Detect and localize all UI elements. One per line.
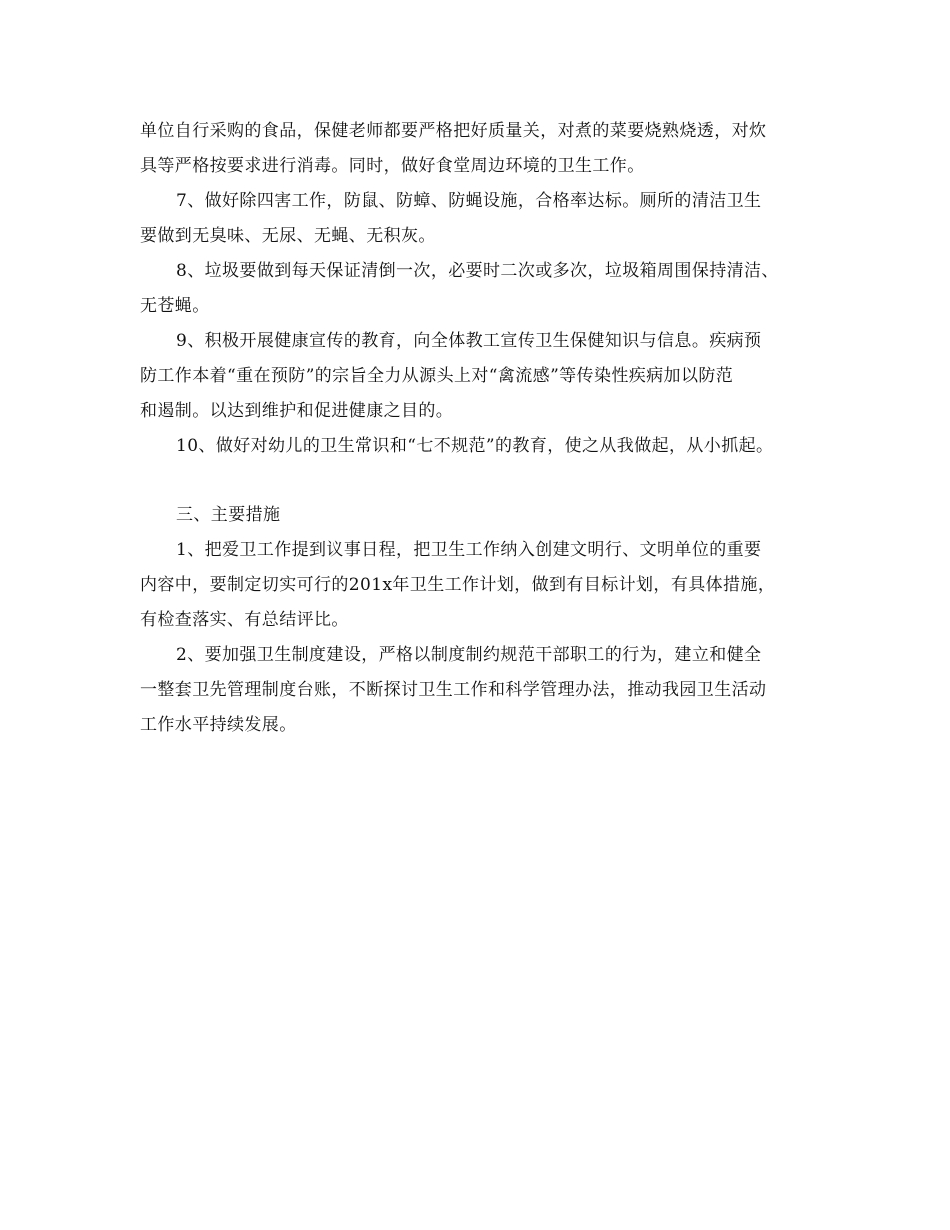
text-line: 2、要加强卫生制度建设，严格以制度制约规范干部职工的行为，建立和健全	[176, 645, 762, 665]
text-line: 有检查落实、有总结评比。	[140, 610, 349, 630]
paragraph-continued	[140, 114, 830, 184]
paragraph-item-7	[140, 184, 830, 254]
text-line: 内容中，要制定切实可行的201x年卫生工作计划，做到有目标计划，有具体措施，	[140, 575, 776, 595]
section-heading: 三、主要措施	[176, 505, 281, 525]
text-line: 单位自行采购的食品，保健老师都要严格把好质量关，对煮的菜要烧熟烧透，对炊	[140, 121, 767, 141]
paragraph-item-10	[140, 429, 830, 464]
text-line: 和遏制。以达到维护和促进健康之目的。	[140, 401, 454, 421]
document-body	[140, 114, 830, 743]
paragraph-item-9	[140, 324, 830, 429]
measure-item-1	[140, 533, 830, 638]
paragraph-item-8	[140, 254, 830, 324]
text-line: 1、把爱卫工作提到议事日程，把卫生工作纳入创建文明行、文明单位的重要	[176, 540, 762, 560]
measure-item-2	[140, 638, 830, 743]
text-line: 7、做好除四害工作，防鼠、防蟑、防蝇设施，合格率达标。厕所的清洁卫生	[176, 191, 762, 211]
blank-line	[140, 464, 830, 498]
text-line: 10、做好对幼儿的卫生常识和“七不规范”的教育，使之从我做起，从小抓起。	[176, 436, 774, 456]
text-line: 工作水平持续发展。	[140, 715, 297, 735]
text-line: 防工作本着“重在预防”的宗旨全力从源头上对“禽流感”等传染性疾病加以防范	[140, 366, 734, 386]
text-line: 要做到无臭味、无尿、无蝇、无积灰。	[140, 226, 436, 246]
text-line: 无苍蝇。	[140, 296, 210, 316]
text-line: 8、垃圾要做到每天保证清倒一次，必要时二次或多次，垃圾箱周围保持清洁、	[176, 261, 779, 281]
text-line: 9、积极开展健康宣传的教育，向全体教工宣传卫生保健知识与信息。疾病预	[176, 331, 762, 351]
text-line: 具等严格按要求进行消毒。同时，做好食堂周边环境的卫生工作。	[140, 156, 645, 176]
text-line: 一整套卫先管理制度台账，不断探讨卫生工作和科学管理办法，推动我园卫生活动	[140, 680, 767, 700]
